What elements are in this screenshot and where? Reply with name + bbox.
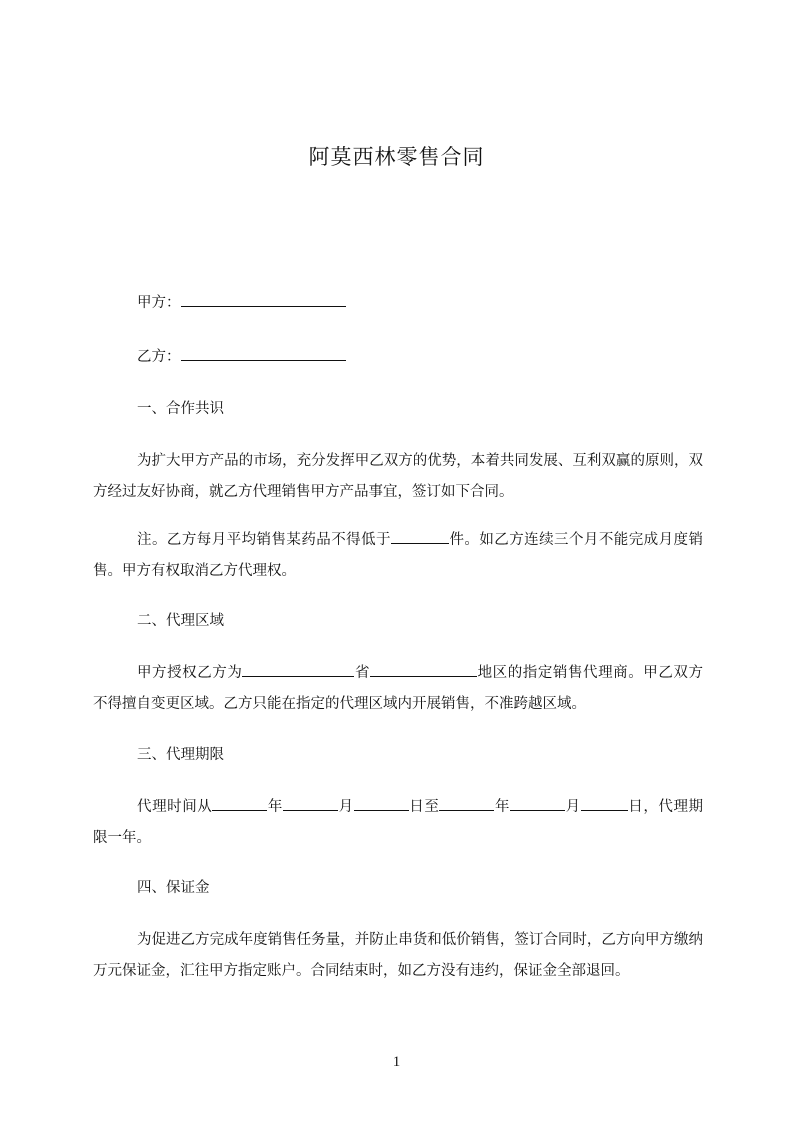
section-4-heading: 四、保证金 bbox=[137, 880, 210, 896]
section-2-paragraph bbox=[93, 658, 703, 720]
section-2-heading: 二、代理区域 bbox=[137, 613, 224, 629]
section-2-text bbox=[93, 658, 703, 720]
start-month-blank bbox=[283, 795, 338, 811]
party-a-label: 甲方： bbox=[137, 295, 181, 311]
province-blank bbox=[242, 661, 354, 677]
start-day-label: 日至 bbox=[408, 799, 440, 815]
party-a-line bbox=[137, 291, 346, 313]
section-2-text-b: 省 bbox=[354, 665, 371, 681]
end-month-label: 月 bbox=[565, 799, 581, 815]
party-a-blank bbox=[181, 291, 346, 307]
page-number: 1 bbox=[392, 1054, 401, 1070]
note-text-b: 件。如乙方连续三个月不能完成月度销售。甲方有权取消乙方代理权。 bbox=[93, 532, 703, 579]
end-day-blank bbox=[581, 795, 628, 811]
section-3-text bbox=[93, 792, 703, 854]
end-month-blank bbox=[510, 795, 565, 811]
party-b-line bbox=[137, 345, 346, 367]
section-4-text: 为促进乙方完成年度销售任务量，并防止串货和低价销售，签订合同时，乙方向甲方缴纳万元保证金，汇往甲方指定账户。合同结束时，如乙方没有违约，保证金全部退回。 bbox=[93, 932, 703, 979]
section-3-heading: 三、代理期限 bbox=[137, 747, 224, 763]
section-1-note-text bbox=[93, 525, 703, 587]
note-text-a: 注。乙方每月平均销售某药品不得低于 bbox=[137, 532, 391, 548]
section-1-paragraph bbox=[93, 446, 703, 508]
start-day-blank bbox=[354, 795, 409, 811]
start-year-label: 年 bbox=[267, 799, 284, 815]
section-3-paragraph bbox=[93, 792, 703, 854]
start-month-label: 月 bbox=[338, 799, 354, 815]
section-4-paragraph bbox=[93, 925, 703, 987]
party-b-label: 乙方： bbox=[137, 349, 181, 365]
start-year-blank bbox=[212, 795, 267, 811]
section-2-text-c: 地区的指定销售代理商。甲乙双方不得擅自变更区域。乙方只能在指定的代理区域内开展销售，不准跨越区域。 bbox=[93, 665, 703, 712]
section-1-note bbox=[93, 525, 703, 587]
section-1-heading: 一、合作共识 bbox=[137, 401, 224, 417]
section-3-text-end: 日，代理期限一年。 bbox=[93, 799, 704, 846]
end-year-blank bbox=[439, 795, 494, 811]
end-year-label: 年 bbox=[494, 799, 511, 815]
document-title: 阿莫西林零售合同 bbox=[308, 145, 485, 169]
note-quantity-blank bbox=[391, 528, 449, 544]
region-blank bbox=[370, 661, 477, 677]
section-2-text-a: 甲方授权乙方为 bbox=[137, 665, 243, 681]
party-b-blank bbox=[181, 345, 346, 361]
section-3-text-a: 代理时间从 bbox=[137, 799, 213, 815]
section-1-text: 为扩大甲方产品的市场，充分发挥甲乙双方的优势，本着共同发展、互利双赢的原则，双方经过友好协商，就乙方代理销售甲方产品事宜，签订如下合同。 bbox=[93, 453, 703, 500]
